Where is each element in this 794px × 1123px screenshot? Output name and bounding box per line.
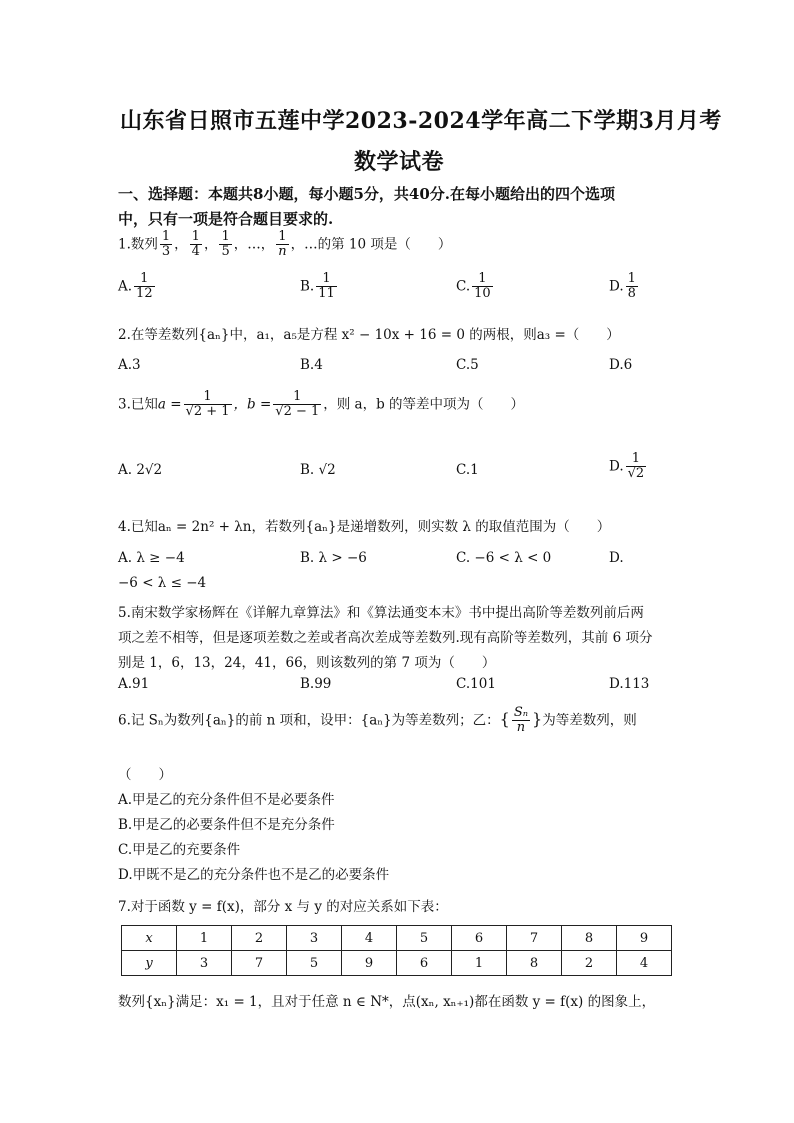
table-cell: 6 — [452, 926, 507, 951]
table-cell: 7 — [507, 926, 562, 951]
question-1-stem: 1.数列 $\frac{1}{3}$ ， $\frac{1}{4}$ ， $\frac{1}{5}$ ，…， $\frac{1}{n}$ ，…的第 10 项是（ ） — [118, 229, 452, 260]
table-cell: 5 — [397, 926, 452, 951]
table-row-x — [122, 926, 672, 951]
table-cell: 3 — [177, 951, 232, 976]
question-5-option-b: B.99 — [300, 676, 332, 692]
question-6-option-a: A.甲是乙的充分条件但不是必要条件 — [118, 792, 335, 808]
table-cell: 4 — [617, 951, 672, 976]
question-7-stem: 7.对于函数 y = f(x)，部分 x 与 y 的对应关系如下表： — [118, 899, 448, 915]
question-3-stem: 3.已知a = $\frac{1}{√2 + 1}$ ，b = $\frac{1}{√2 - 1}$ ，则 a，b 的等差中项为（ ） — [118, 389, 525, 420]
question-4-option-c: C. −6 < λ < 0 — [456, 550, 552, 566]
table-cell: 1 — [452, 951, 507, 976]
question-4-option-a: A. λ ≥ −4 — [118, 550, 185, 566]
question-1-option-d: D. $\frac{1}{8}$ — [609, 271, 636, 302]
question-3-option-b: B. √2 — [300, 462, 336, 478]
question-1-option-b: B. $\frac{1}{11}$ — [300, 271, 335, 302]
question-2-option-c: C.5 — [456, 357, 479, 373]
exam-title-line2: 数学试卷 — [354, 149, 445, 175]
question-6-stem: 6.记 Sₙ为数列{aₙ}的前 n 项和，设甲：{aₙ}为等差数列；乙：{ $\frac{\text{Sₙ}}{n}$ }为等差数列，则 — [118, 705, 637, 736]
question-2-option-b: B.4 — [300, 357, 323, 373]
table-cell: 4 — [342, 926, 397, 951]
question-2-option-d: D.6 — [609, 357, 633, 373]
table-cell: 6 — [397, 951, 452, 976]
table-cell: 2 — [562, 951, 617, 976]
table-cell: 1 — [177, 926, 232, 951]
table-cell: 7 — [232, 951, 287, 976]
table-cell: 8 — [507, 951, 562, 976]
question-6-option-d: D.甲既不是乙的充分条件也不是乙的必要条件 — [118, 867, 390, 883]
section1-heading-line2: 中，只有一项是符合题目要求的. — [118, 210, 334, 228]
question-7-table — [121, 925, 672, 976]
question-3-option-c: C.1 — [456, 462, 479, 478]
question-5-line2: 项之差不相等，但是逐项差数之差或者高次差成等差数列.现有高阶等差数列，其前 6 项分 — [118, 630, 653, 646]
question-4-option-b: B. λ > −6 — [300, 550, 367, 566]
table-cell: 9 — [342, 951, 397, 976]
table-row-y — [122, 951, 672, 976]
table-cell: 9 — [617, 926, 672, 951]
table-cell: 5 — [287, 951, 342, 976]
exam-title-line1: 山东省日照市五莲中学2023-2024学年高二下学期3月月考 — [120, 108, 722, 134]
question-5-line3: 别是 1，6，13，24，41，66，则该数列的第 7 项为（ ） — [118, 655, 496, 671]
question-4-stem: 4.已知aₙ = 2n² + λn，若数列{aₙ}是递增数列，则实数 λ 的取值范围为（ ） — [118, 519, 611, 535]
question-5-option-c: C.101 — [456, 676, 496, 692]
table-header-x: x — [122, 926, 177, 951]
section1-heading-line1: 一、选择题：本题共8小题，每小题5分，共40分.在每小题给出的四个选项 — [118, 185, 615, 203]
question-7-continuation: 数列{xₙ}满足：x₁ = 1，且对于任意 n ∈ N*，点(xₙ, xₙ₊₁)都在函数 y = f(x) 的图象上， — [118, 994, 656, 1010]
question-6-option-c: C.甲是乙的充要条件 — [118, 842, 241, 858]
table-cell: 3 — [287, 926, 342, 951]
question-3-option-a: A. 2√2 — [118, 462, 163, 478]
question-6-option-b: B.甲是乙的必要条件但不是充分条件 — [118, 817, 335, 833]
question-4-option-d: D. — [609, 550, 624, 566]
question-5-option-a: A.91 — [118, 676, 150, 692]
question-2-stem: 2.在等差数列{aₙ}中，a₁，a₅是方程 x² − 10x + 16 = 0 的两根，则a₃ =（ ） — [118, 327, 620, 343]
table-cell: 2 — [232, 926, 287, 951]
question-7-table-wrap — [121, 925, 672, 976]
question-2-option-a: A.3 — [118, 357, 141, 373]
table-cell: 8 — [562, 926, 617, 951]
question-6-answer-paren: （ ） — [118, 767, 172, 783]
question-5-line1: 5.南宋数学家杨辉在《详解九章算法》和《算法通变本末》书中提出高阶等差数列前后两 — [118, 605, 644, 621]
question-1-option-a: A. $\frac{1}{12}$ — [118, 271, 153, 302]
question-4-option-d-continued: −6 < λ ≤ −4 — [118, 575, 207, 591]
question-5-option-d: D.113 — [609, 676, 650, 692]
table-header-y: y — [122, 951, 177, 976]
question-3-option-d: D. $\frac{1}{√2}$ — [609, 451, 645, 482]
question-1-option-c: C. $\frac{1}{10}$ — [456, 271, 491, 302]
